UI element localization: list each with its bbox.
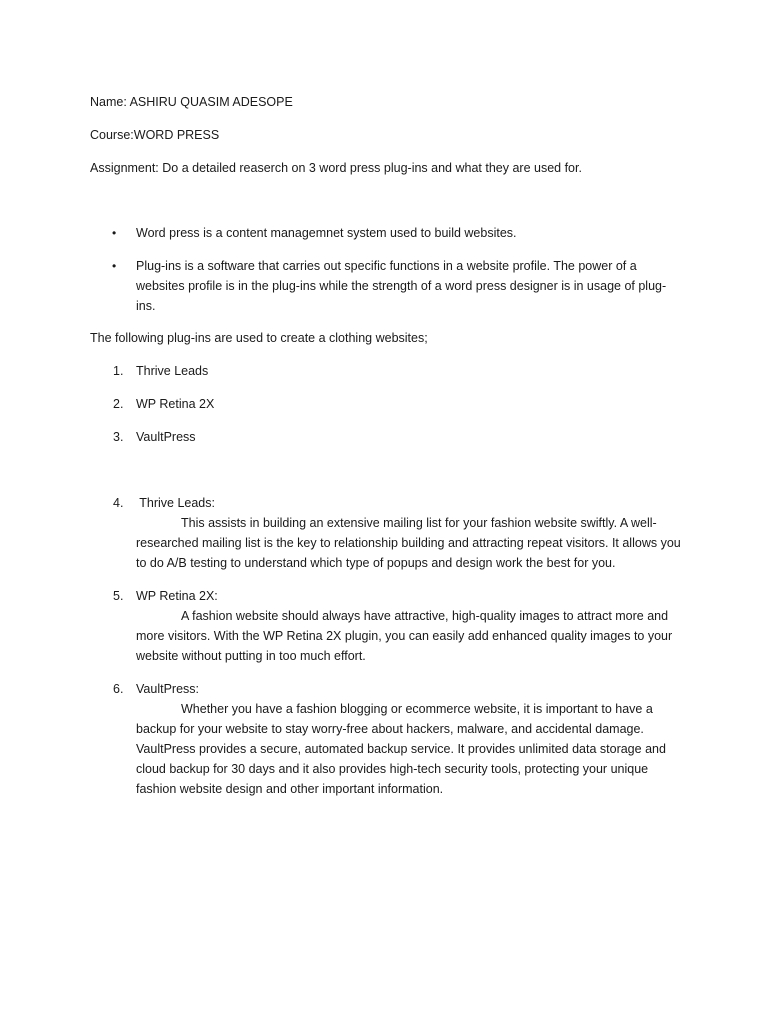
- section-number: 5.: [113, 589, 124, 603]
- section-title: VaultPress:: [136, 682, 199, 696]
- assignment-line: Assignment: Do a detailed reaserch on 3 word press plug-ins and what they are used for.: [90, 161, 582, 175]
- section-thrive-leads: [136, 493, 681, 573]
- section-number: 4.: [113, 496, 124, 510]
- section-vaultpress: [136, 679, 681, 799]
- list-number: 1.: [113, 364, 124, 378]
- section-body: [136, 513, 681, 573]
- section-body-text: A fashion website should always have attractive, high-quality images to attract more and more visitors. With the WP Retina 2X plugin, you can easily add enhanced quality images to your website without putting in too much effort.: [136, 609, 673, 663]
- bullet-item: Word press is a content managemnet system used to build websites.: [136, 226, 517, 240]
- intro-paragraph: The following plug-ins are used to create a clothing websites;: [90, 331, 428, 345]
- course-line: Course:WORD PRESS: [90, 128, 220, 142]
- section-body: [136, 699, 681, 799]
- list-item: WP Retina 2X: [136, 397, 215, 411]
- list-item: Thrive Leads: [136, 364, 209, 378]
- list-number: 2.: [113, 397, 124, 411]
- bullet-icon: •: [112, 226, 117, 240]
- section-body-text: Whether you have a fashion blogging or ecommerce website, it is important to have a backup for your website to stay worry-free about hackers, malware, and accidental damage. VaultPress provides a secure, automated backup service. It provides unlimited data storage and cloud backup for 30 days and it also provides high-tech security tools, protecting your unique fashion website design and other important information.: [136, 702, 666, 796]
- student-name: Name: ASHIRU QUASIM ADESOPE: [90, 95, 293, 109]
- list-number: 3.: [113, 430, 124, 444]
- section-body: [136, 606, 681, 666]
- list-item: VaultPress: [136, 430, 196, 444]
- section-title: WP Retina 2X:: [136, 589, 218, 603]
- bullet-icon: •: [112, 259, 117, 273]
- section-number: 6.: [113, 682, 124, 696]
- section-wp-retina: [136, 586, 681, 666]
- section-body-text: This assists in building an extensive mailing list for your fashion website swiftly. A well-researched mailing list is the key to relationship building and attracting repeat visitors. It allows you to do A/B testing to understand which type of popups and design work the best for you.: [136, 516, 681, 570]
- bullet-item: Plug-ins is a software that carries out specific functions in a website profile. The power of a websites profile is in the plug-ins while the strength of a word press designer is in usage of plug-ins.: [136, 259, 667, 313]
- section-title: Thrive Leads:: [136, 496, 215, 510]
